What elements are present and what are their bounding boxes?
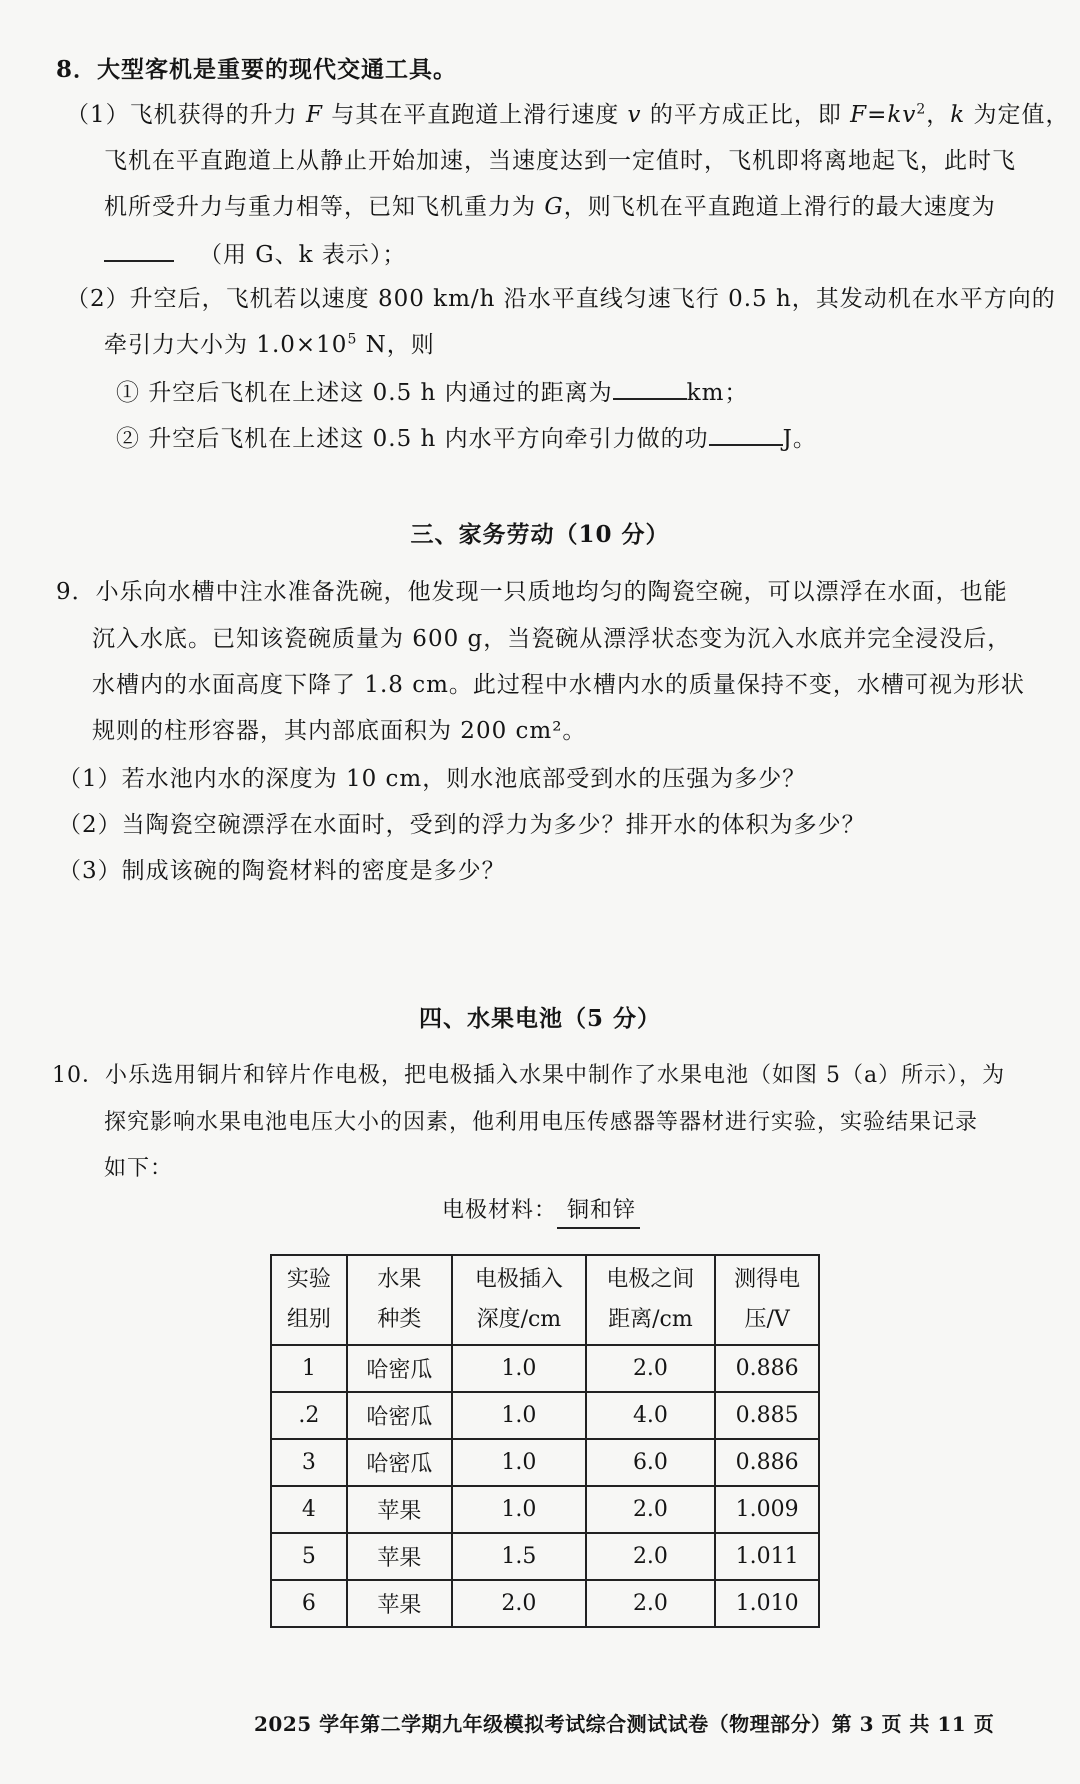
text-segment: ， [926, 102, 951, 128]
answer-blank[interactable] [104, 238, 174, 262]
question-8-title: 8．大型客机是重要的现代交通工具。 [56, 56, 458, 83]
cell-fruit: 哈密瓜 [347, 1439, 452, 1486]
formula-exponent: 2 [916, 101, 927, 118]
header-text: 水果 [377, 1267, 422, 1292]
cell-distance: 2.0 [586, 1580, 716, 1627]
formula: F=kv [850, 102, 917, 128]
question-8-part2-line1: （2）升空后，飞机若以速度 800 km/h 沿水平直线匀速飞行 0.5 h，其发动机在水平方向的 [66, 286, 1056, 312]
header-text: 电极之间 [606, 1267, 695, 1292]
answer-blank[interactable] [613, 376, 687, 400]
header-text: 深度/cm [476, 1307, 562, 1332]
header-group [271, 1255, 347, 1345]
table-row [271, 1345, 819, 1392]
question-10-line2: 探究影响水果电池电压大小的因素，他利用电压传感器等器材进行实验，实验结果记录 [104, 1110, 979, 1135]
header-fruit [347, 1255, 452, 1345]
cell-depth: 1.0 [452, 1439, 586, 1486]
variable-F: F [305, 102, 323, 128]
text-segment: ① 升空后飞机在上述这 0.5 h 内通过的距离为 [116, 380, 613, 406]
cell-depth: 2.0 [452, 1580, 586, 1627]
question-9-line4: 规则的柱形容器，其内部底面积为 200 cm²。 [92, 718, 587, 744]
cell-voltage: 1.009 [715, 1486, 819, 1533]
table-row [271, 1486, 819, 1533]
cell-voltage: 0.886 [715, 1345, 819, 1392]
cell-voltage: 1.011 [715, 1533, 819, 1580]
text-segment: km； [686, 380, 749, 406]
variable-v: v [627, 102, 642, 128]
section-4-heading: 四、水果电池（5 分） [418, 1005, 661, 1032]
experiment-table [270, 1254, 820, 1628]
text-segment: ，则飞机在平直跑道上滑行的最大速度为 [563, 194, 996, 220]
header-text: 实验 [286, 1267, 331, 1292]
table-header-row [271, 1255, 819, 1345]
text-segment: 与其在平直跑道上滑行速度 [322, 102, 628, 128]
question-8-sub2 [116, 422, 817, 454]
variable-G: G [544, 194, 564, 220]
cell-group: 6 [271, 1580, 347, 1627]
cell-fruit: 苹果 [347, 1486, 452, 1533]
header-text: 距离/cm [608, 1307, 693, 1332]
question-10-line1: 10．小乐选用铜片和锌片作电极，把电极插入水果中制作了水果电池（如图 5（a）所示），为 [52, 1063, 1006, 1088]
question-8-part1-line1 [66, 100, 1070, 130]
header-voltage [715, 1255, 819, 1345]
text-segment: （1）飞机获得的升力 [66, 102, 306, 128]
question-9-line2: 沉入水底。已知该瓷碗质量为 600 g，当瓷碗从漂浮状态变为沉入水底并完全浸没后， [92, 626, 1012, 652]
question-8-part1-line3 [104, 192, 996, 222]
cell-distance: 2.0 [586, 1533, 716, 1580]
cell-fruit: 苹果 [347, 1580, 452, 1627]
text-segment: 机所受升力与重力相等，已知飞机重力为 [104, 194, 545, 220]
variable-k: k [950, 102, 966, 128]
cell-group: .2 [271, 1392, 347, 1439]
cell-distance: 6.0 [586, 1439, 716, 1486]
table-row [271, 1392, 819, 1439]
text-segment: ② 升空后飞机在上述这 0.5 h 内水平方向牵引力做的功 [116, 426, 709, 452]
question-9-sub3: （3）制成该碗的陶瓷材料的密度是多少？ [58, 858, 506, 884]
cell-voltage: 0.886 [715, 1439, 819, 1486]
question-9-sub1: （1）若水池内水的深度为 10 cm，则水池底部受到水的压强为多少？ [58, 766, 807, 792]
text-segment: J。 [782, 426, 817, 452]
cell-depth: 1.0 [452, 1392, 586, 1439]
header-depth [452, 1255, 586, 1345]
cell-group: 4 [271, 1486, 347, 1533]
question-8-part2-line2 [104, 330, 435, 360]
cell-voltage: 0.885 [715, 1392, 819, 1439]
question-10-line3: 如下： [104, 1156, 174, 1181]
question-9-sub2: （2）当陶瓷空碗漂浮在水面时，受到的浮力为多少？排开水的体积为多少？ [58, 812, 866, 838]
cell-voltage: 1.010 [715, 1580, 819, 1627]
cell-group: 3 [271, 1439, 347, 1486]
header-text: 组别 [286, 1307, 331, 1332]
cell-group: 5 [271, 1533, 347, 1580]
header-text: 电极插入 [474, 1267, 563, 1292]
cell-fruit: 苹果 [347, 1533, 452, 1580]
cell-fruit: 哈密瓜 [347, 1392, 452, 1439]
text-segment: （用 G、k 表示）； [198, 242, 407, 268]
header-text: 测得电 [734, 1267, 801, 1292]
text-segment: 牵引力大小为 1.0×10 [104, 332, 348, 358]
header-text: 压/V [744, 1307, 790, 1332]
page-footer: 2025 学年第二学期九年级模拟考试综合测试试卷（物理部分）第 3 页 共 11 页 [254, 1712, 995, 1736]
electrode-material-line [442, 1196, 640, 1229]
cell-distance: 2.0 [586, 1345, 716, 1392]
electrode-material-label: 电极材料： [442, 1198, 558, 1223]
question-8-sub1 [116, 376, 748, 408]
question-8-part1-line2: 飞机在平直跑道上从静止开始加速，当速度达到一定值时，飞机即将离地起飞，此时飞 [104, 148, 1016, 174]
answer-blank[interactable] [709, 422, 783, 446]
cell-distance: 2.0 [586, 1486, 716, 1533]
text-segment: 为定值， [965, 102, 1070, 128]
table-row [271, 1533, 819, 1580]
electrode-material-value: 铜和锌 [557, 1196, 640, 1229]
text-segment: 的平方成正比，即 [641, 102, 851, 128]
text-segment: N，则 [357, 332, 435, 358]
question-8-part1-line4 [104, 238, 406, 270]
cell-depth: 1.0 [452, 1486, 586, 1533]
section-3-heading: 三、家务劳动（10 分） [410, 521, 670, 548]
table-row [271, 1580, 819, 1627]
cell-depth: 1.0 [452, 1345, 586, 1392]
question-9-line1: 9．小乐向水槽中注水准备洗碗，他发现一只质地均匀的陶瓷空碗，可以漂浮在水面，也能 [56, 579, 1008, 605]
header-distance [586, 1255, 716, 1345]
cell-fruit: 哈密瓜 [347, 1345, 452, 1392]
exponent: 5 [347, 331, 358, 348]
header-text: 种类 [377, 1307, 422, 1332]
question-9-line3: 水槽内的水面高度下降了 1.8 cm。此过程中水槽内水的质量保持不变，水槽可视为形状 [92, 672, 1025, 698]
table-row [271, 1439, 819, 1486]
cell-group: 1 [271, 1345, 347, 1392]
cell-depth: 1.5 [452, 1533, 586, 1580]
cell-distance: 4.0 [586, 1392, 716, 1439]
